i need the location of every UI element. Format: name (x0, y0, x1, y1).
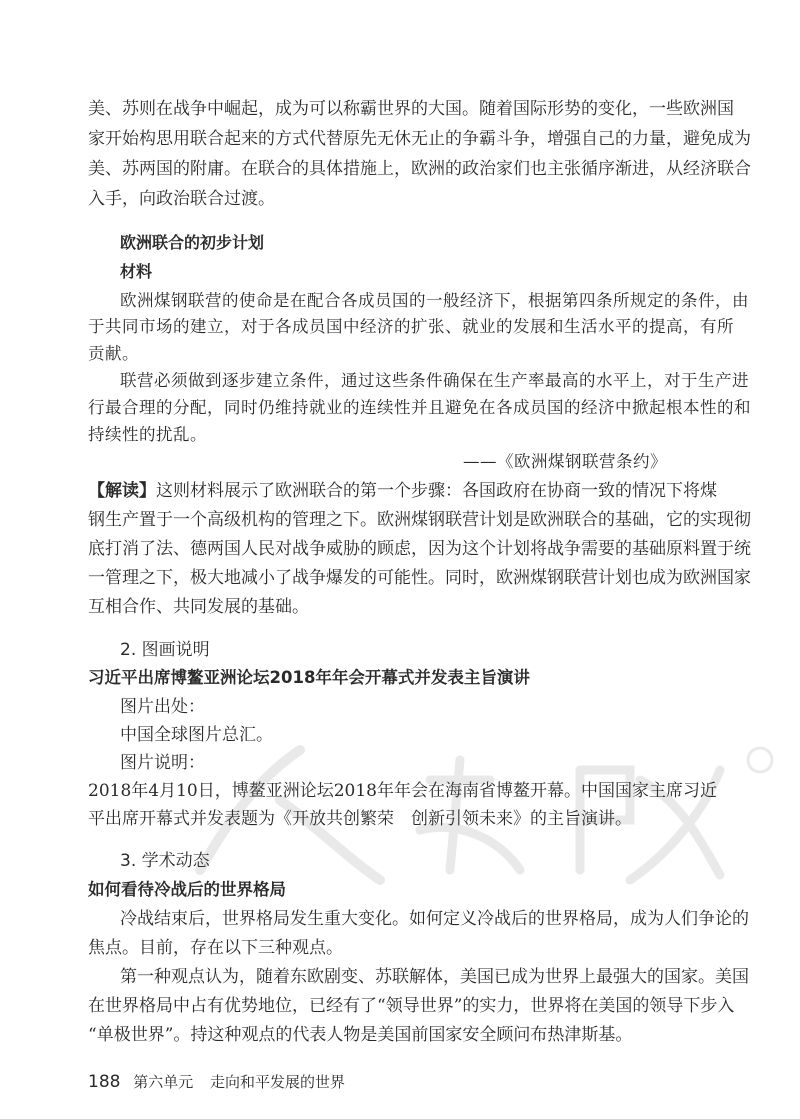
section-heading: 3. 学术动态 (120, 851, 210, 871)
intro-line: 入手，向政治联合过渡。 (88, 189, 275, 209)
material-line: 欧洲煤钢联营的使命是在配合各成员国的一般经济下，根据第四条所规定的条件，由 (120, 291, 749, 310)
analysis-line: 钢生产置于一个高级机构的管理之下。欧洲煤钢联营计划是欧洲联合的基础，它的实现彻 (88, 510, 751, 530)
section-heading: 2. 图画说明 (120, 640, 210, 660)
body-line: 第一种观点认为，随着东欧剧变、苏联解体，美国已成为世界上最强大的国家。美国 (120, 967, 749, 987)
material-line: 联营必须做到逐步建立条件，通过这些条件确保在生产率最高的水平上，对于生产进 (120, 371, 749, 390)
analysis-line: 一管理之下，极大地减小了战争爆发的可能性。同时，欧洲煤钢联营计划也成为欧洲国家 (88, 568, 751, 588)
analysis-text: 这则材料展示了欧洲联合的第一个步骤：各国政府在协商一致的情况下将煤 (156, 481, 717, 501)
material-label: 材料 (120, 262, 153, 281)
analysis-line: 底打消了法、德两国人民对战争威胁的顾虑，因为这个计划将战争需要的基础原料置于统 (88, 539, 751, 559)
caption-line: 2018年4月10日，博鳌亚洲论坛2018年年会在海南省博鳌开幕。中国国家主席习近 (88, 781, 717, 801)
material-line: 贡献。 (88, 344, 139, 363)
material-line: 持续性的扰乱。 (88, 425, 207, 444)
intro-line: 美、苏两国的附庸。在联合的具体措施上，欧洲的政治家们也主张循序渐进，从经济联合 (88, 159, 751, 179)
analysis-line: 互相合作、共同发展的基础。 (88, 597, 309, 617)
body-line: “单极世界”。持这种观点的代表人物是美国前国家安全顾问布热津斯基。 (88, 1025, 633, 1045)
body-line: 在世界格局中占有优势地位，已经有了“领导世界”的实力，世界将在美国的领导下步入 (88, 996, 735, 1016)
material-source: ——《欧洲煤钢联营条约》 (463, 452, 667, 471)
page-footer (88, 1072, 345, 1092)
caption-label: 图片说明： (120, 753, 205, 773)
section-subtitle: 习近平出席博鳌亚洲论坛2018年年会开幕式并发表主旨演讲 (88, 668, 530, 687)
body-line: 冷战结束后，世界格局发生重大变化。如何定义冷战后的世界格局，成为人们争论的 (120, 909, 749, 929)
unit-label: 第六单元 (133, 1073, 194, 1091)
intro-line: 家开始构思用联合起来的方式代替原先无休无止的争霸斗争，增强自己的力量，避免成为 (88, 129, 751, 149)
section-subtitle: 如何看待冷战后的世界格局 (88, 880, 286, 899)
analysis-line (88, 480, 717, 502)
caption-line: 平出席开幕式并发表题为《开放共创繁荣 创新引领未来》的主旨演讲。 (88, 809, 632, 829)
section-heading: 欧洲联合的初步计划 (120, 233, 265, 252)
intro-line: 美、苏则在战争中崛起，成为可以称霸世界的大国。随着国际形势的变化，一些欧洲国 (88, 99, 734, 119)
publisher-watermark-icon (160, 740, 780, 890)
material-line: 于共同市场的建立，对于各成员国中经济的扩张、就业的发展和生活水平的提高，有所 (88, 317, 734, 336)
material-line: 行最合理的分配，同时仍维持就业的连续性并且避免在各成员国的经济中掀起根本性的和 (88, 398, 751, 417)
page-number: 188 (88, 1072, 121, 1092)
source-value: 中国全球图片总汇。 (120, 725, 273, 745)
body-line: 焦点。目前，存在以下三种观点。 (88, 938, 343, 958)
analysis-tag: 【解读】 (88, 481, 156, 501)
unit-title: 走向和平发展的世界 (210, 1073, 346, 1091)
source-label: 图片出处： (120, 697, 205, 717)
